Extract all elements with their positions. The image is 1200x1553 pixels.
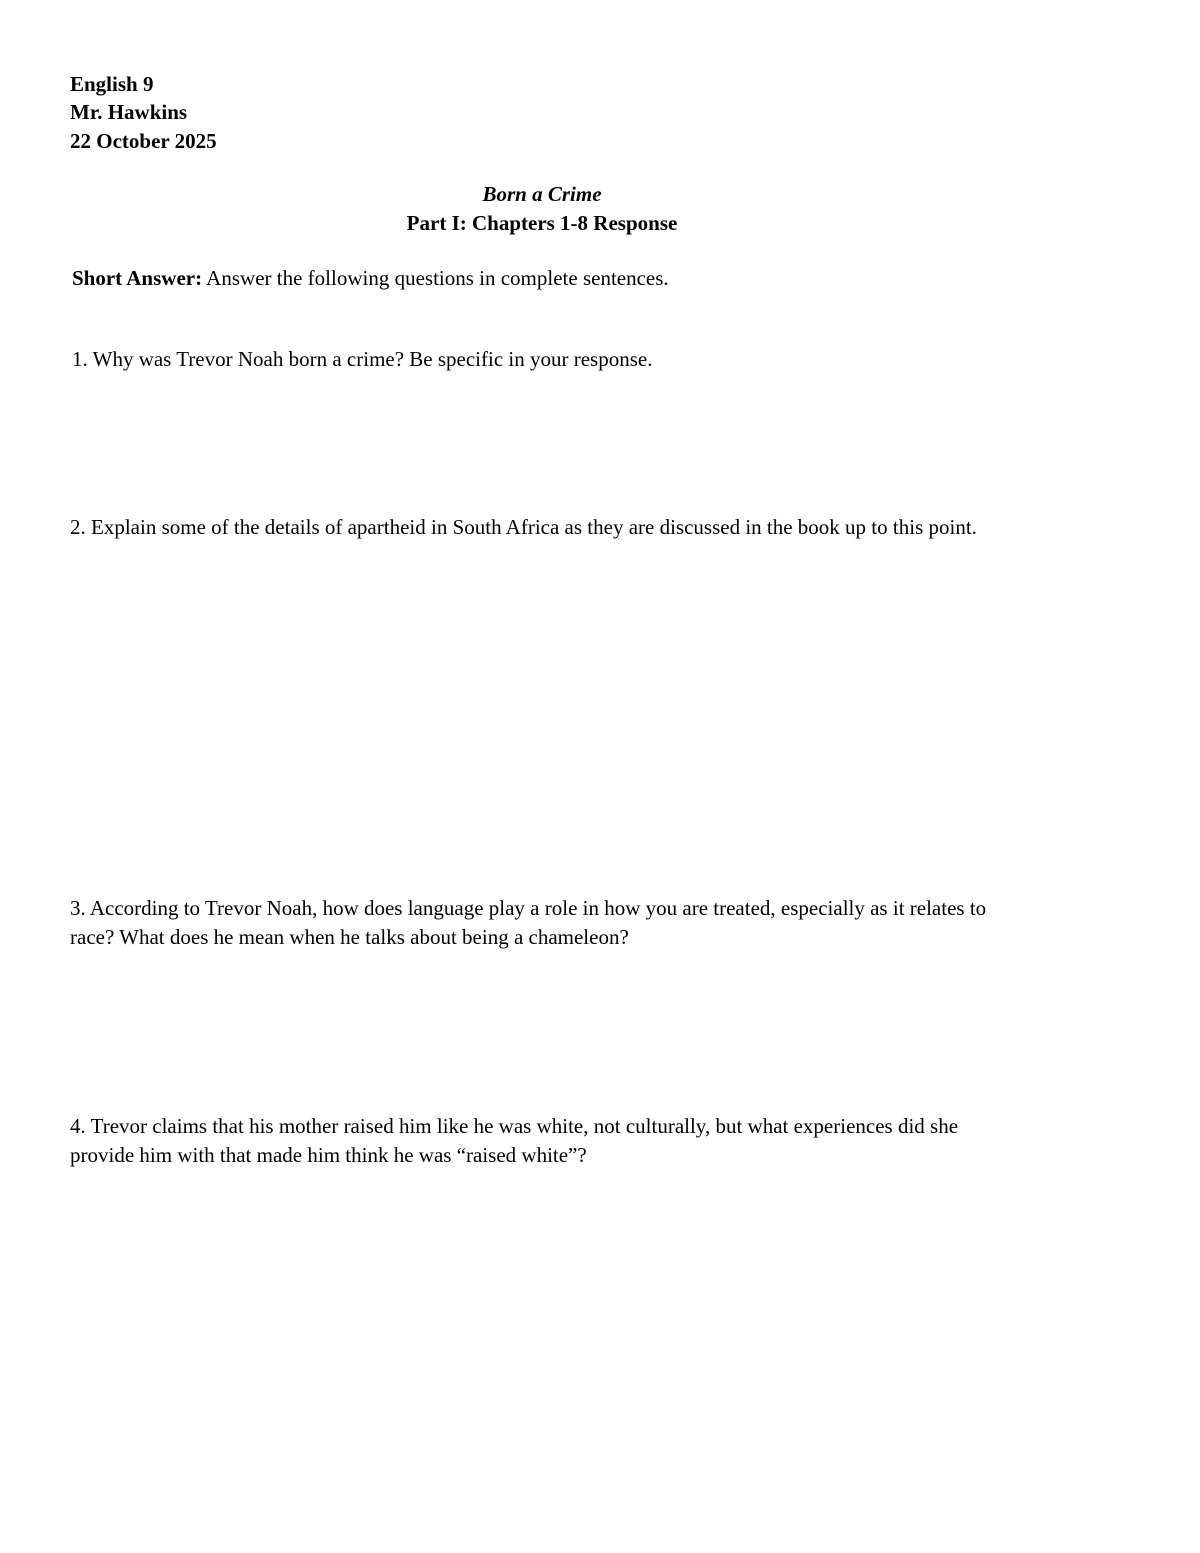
part-heading: Part I: Chapters 1-8 Response — [406, 211, 678, 235]
book-title: Born a Crime — [482, 182, 602, 206]
assignment-date: 22 October 2025 — [70, 129, 217, 153]
teacher-name: Mr. Hawkins — [70, 100, 188, 124]
question-4-line-2: provide him with that made him think he was “raised white”? — [70, 1143, 587, 1167]
question-3-line-1: 3. According to Trevor Noah, how does language play a role in how you are treated, especially as it relates to — [70, 896, 987, 920]
question-3-line-2: race? What does he mean when he talks about being a chameleon? — [70, 925, 629, 949]
question-4-line-1: 4. Trevor claims that his mother raised him like he was white, not culturally, but what experiences did she — [70, 1114, 959, 1138]
question-2: 2. Explain some of the details of apartheid in South Africa as they are discussed in the book up to this point. — [70, 515, 977, 539]
question-1: 1. Why was Trevor Noah born a crime? Be specific in your response. — [72, 347, 653, 371]
instructions-label: Short Answer: — [72, 266, 203, 290]
instructions — [72, 264, 669, 292]
instructions-text: Answer the following questions in complete sentences. — [202, 266, 669, 290]
course-name: English 9 — [70, 72, 154, 96]
